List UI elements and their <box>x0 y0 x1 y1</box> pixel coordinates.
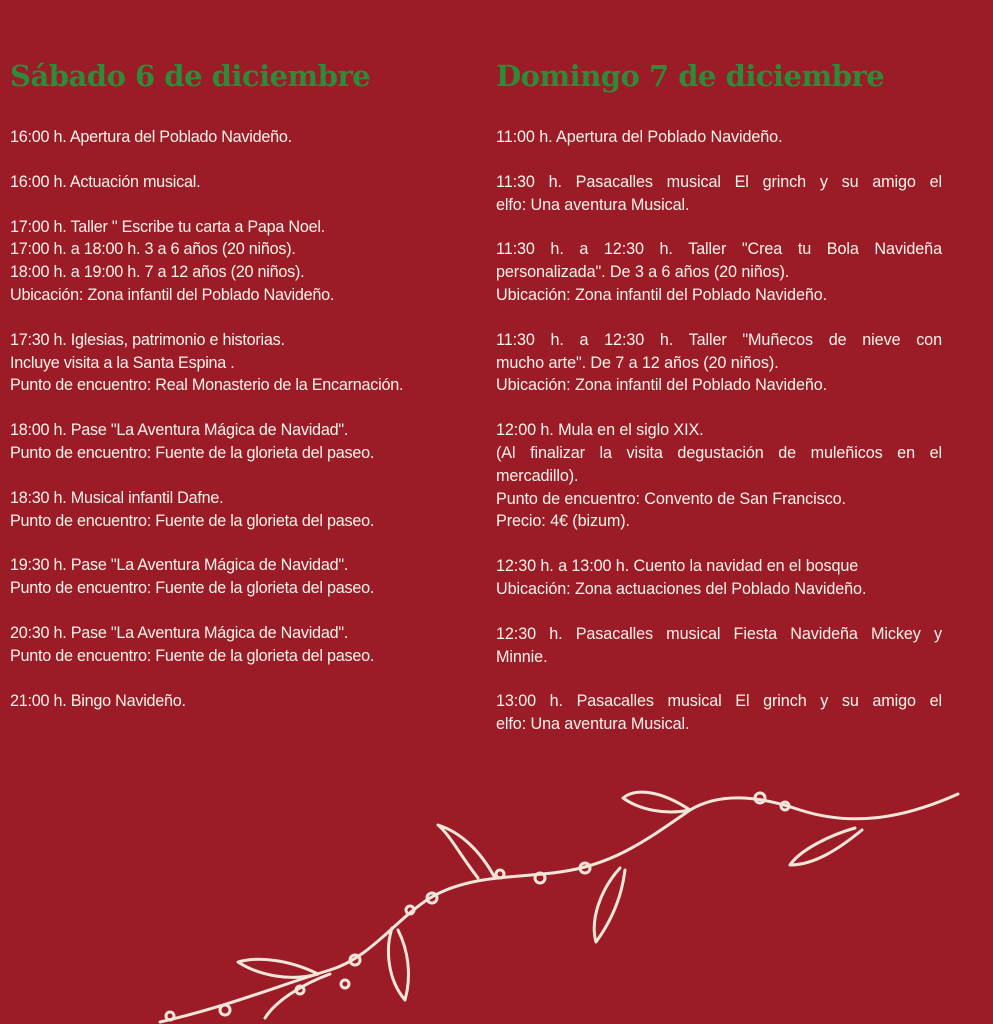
event-item <box>10 171 472 194</box>
garland-leaf <box>388 928 408 1000</box>
garland-leaf <box>790 828 862 865</box>
event-line: Ubicación: Zona infantil del Poblado Navideño. <box>496 376 828 395</box>
event-line: 17:00 h. Taller " Escribe tu carta a Papa Noel. <box>10 217 325 236</box>
sunday-title: Domingo 7 de diciembre <box>496 59 885 93</box>
event-line: 11:30 h. a 12:30 h. Taller "Crea tu Bola Navideña <box>496 240 942 259</box>
saturday-event-list <box>10 126 472 712</box>
event-line: Ubicación: Zona actuaciones del Poblado Navideño. <box>496 579 867 598</box>
event-line: 17:00 h. a 18:00 h. 3 a 6 años (20 niños). <box>10 240 296 259</box>
garland-of-lights-illustration <box>0 770 993 1024</box>
event-line: Punto de encuentro: Real Monasterio de la Encarnación. <box>10 376 404 395</box>
event-item <box>10 554 472 600</box>
sunday-column <box>496 52 942 758</box>
garland-leaf <box>623 792 690 812</box>
event-item <box>10 487 472 533</box>
event-line: Punto de encuentro: Fuente de la glorieta del paseo. <box>10 443 375 462</box>
event-item <box>496 623 942 669</box>
garland-vine <box>160 794 958 1022</box>
event-item <box>10 329 472 397</box>
event-line: elfo: Una aventura Musical. <box>496 195 690 214</box>
event-line: 18:30 h. Musical infantil Dafne. <box>10 488 224 507</box>
event-line: 12:00 h. Mula en el siglo XIX. <box>496 421 704 440</box>
event-item <box>10 126 472 149</box>
garland-leaf <box>238 959 318 977</box>
event-line: 20:30 h. Pase "La Aventura Mágica de Navidad". <box>10 623 349 642</box>
event-item <box>496 238 942 306</box>
event-line: Punto de encuentro: Fuente de la glorieta del paseo. <box>10 646 375 665</box>
event-item <box>496 690 942 736</box>
event-line: (Al finalizar la visita degustación de muleñicos en el <box>496 443 942 462</box>
event-line: 19:30 h. Pase "La Aventura Mágica de Navidad". <box>10 556 349 575</box>
event-item <box>10 419 472 465</box>
event-line: mercadillo). <box>496 466 579 485</box>
event-line: personalizada". De 3 a 6 años (20 niños). <box>496 263 790 282</box>
garland-bulb <box>406 906 414 914</box>
event-line: Precio: 4€ (bizum). <box>496 512 630 531</box>
event-line: 12:30 h. Pasacalles musical Fiesta Navideña Mickey y <box>496 624 942 643</box>
event-line: mucho arte". De 7 a 12 años (20 niños). <box>496 353 779 372</box>
garland-bulb <box>220 1005 230 1015</box>
event-item <box>496 419 942 533</box>
event-line: Minnie. <box>496 647 548 666</box>
garland-bulb <box>166 1012 174 1020</box>
garland-leaf <box>594 868 625 942</box>
garland-bulb <box>296 986 304 994</box>
garland-bulb <box>341 980 349 988</box>
event-line: Punto de encuentro: Fuente de la glorieta del paseo. <box>10 511 375 530</box>
event-line: 13:00 h. Pasacalles musical El grinch y su amigo el <box>496 692 942 711</box>
sunday-event-list <box>496 126 942 736</box>
event-line: Incluye visita a la Santa Espina . <box>10 353 235 372</box>
event-line: 12:30 h. a 13:00 h. Cuento la navidad en el bosque <box>496 557 859 576</box>
event-item <box>10 216 472 307</box>
garland-bulb <box>755 793 765 803</box>
event-line: 18:00 h. a 19:00 h. 7 a 12 años (20 niños). <box>10 263 305 282</box>
event-line: Ubicación: Zona infantil del Poblado Navideño. <box>10 285 335 304</box>
garland-bulb <box>496 870 504 878</box>
event-line: 18:00 h. Pase "La Aventura Mágica de Navidad". <box>10 421 349 440</box>
event-line: Punto de encuentro: Convento de San Francisco. <box>496 489 846 508</box>
garland-leaf <box>438 825 495 878</box>
event-item <box>496 126 942 149</box>
event-line: elfo: Una aventura Musical. <box>496 715 690 734</box>
event-line: Ubicación: Zona infantil del Poblado Navideño. <box>496 285 828 304</box>
event-item <box>10 690 472 713</box>
event-item <box>10 622 472 668</box>
event-line: 11:00 h. Apertura del Poblado Navideño. <box>496 128 783 146</box>
event-item <box>496 329 942 397</box>
garland-bulb <box>535 873 545 883</box>
event-line: 11:30 h. a 12:30 h. Taller "Muñecos de nieve con <box>496 330 942 349</box>
event-item <box>496 171 942 217</box>
event-line: 11:30 h. Pasacalles musical El grinch y su amigo el <box>496 172 942 191</box>
event-line: 16:00 h. Actuación musical. <box>10 172 201 191</box>
event-line: 21:00 h. Bingo Navideño. <box>10 691 186 710</box>
event-line: Punto de encuentro: Fuente de la glorieta del paseo. <box>10 579 375 598</box>
saturday-title: Sábado 6 de diciembre <box>10 59 371 93</box>
saturday-column <box>10 52 472 734</box>
event-line: 17:30 h. Iglesias, patrimonio e historias. <box>10 330 285 349</box>
event-line: 16:00 h. Apertura del Poblado Navideño. <box>10 128 292 146</box>
event-item <box>496 555 942 601</box>
